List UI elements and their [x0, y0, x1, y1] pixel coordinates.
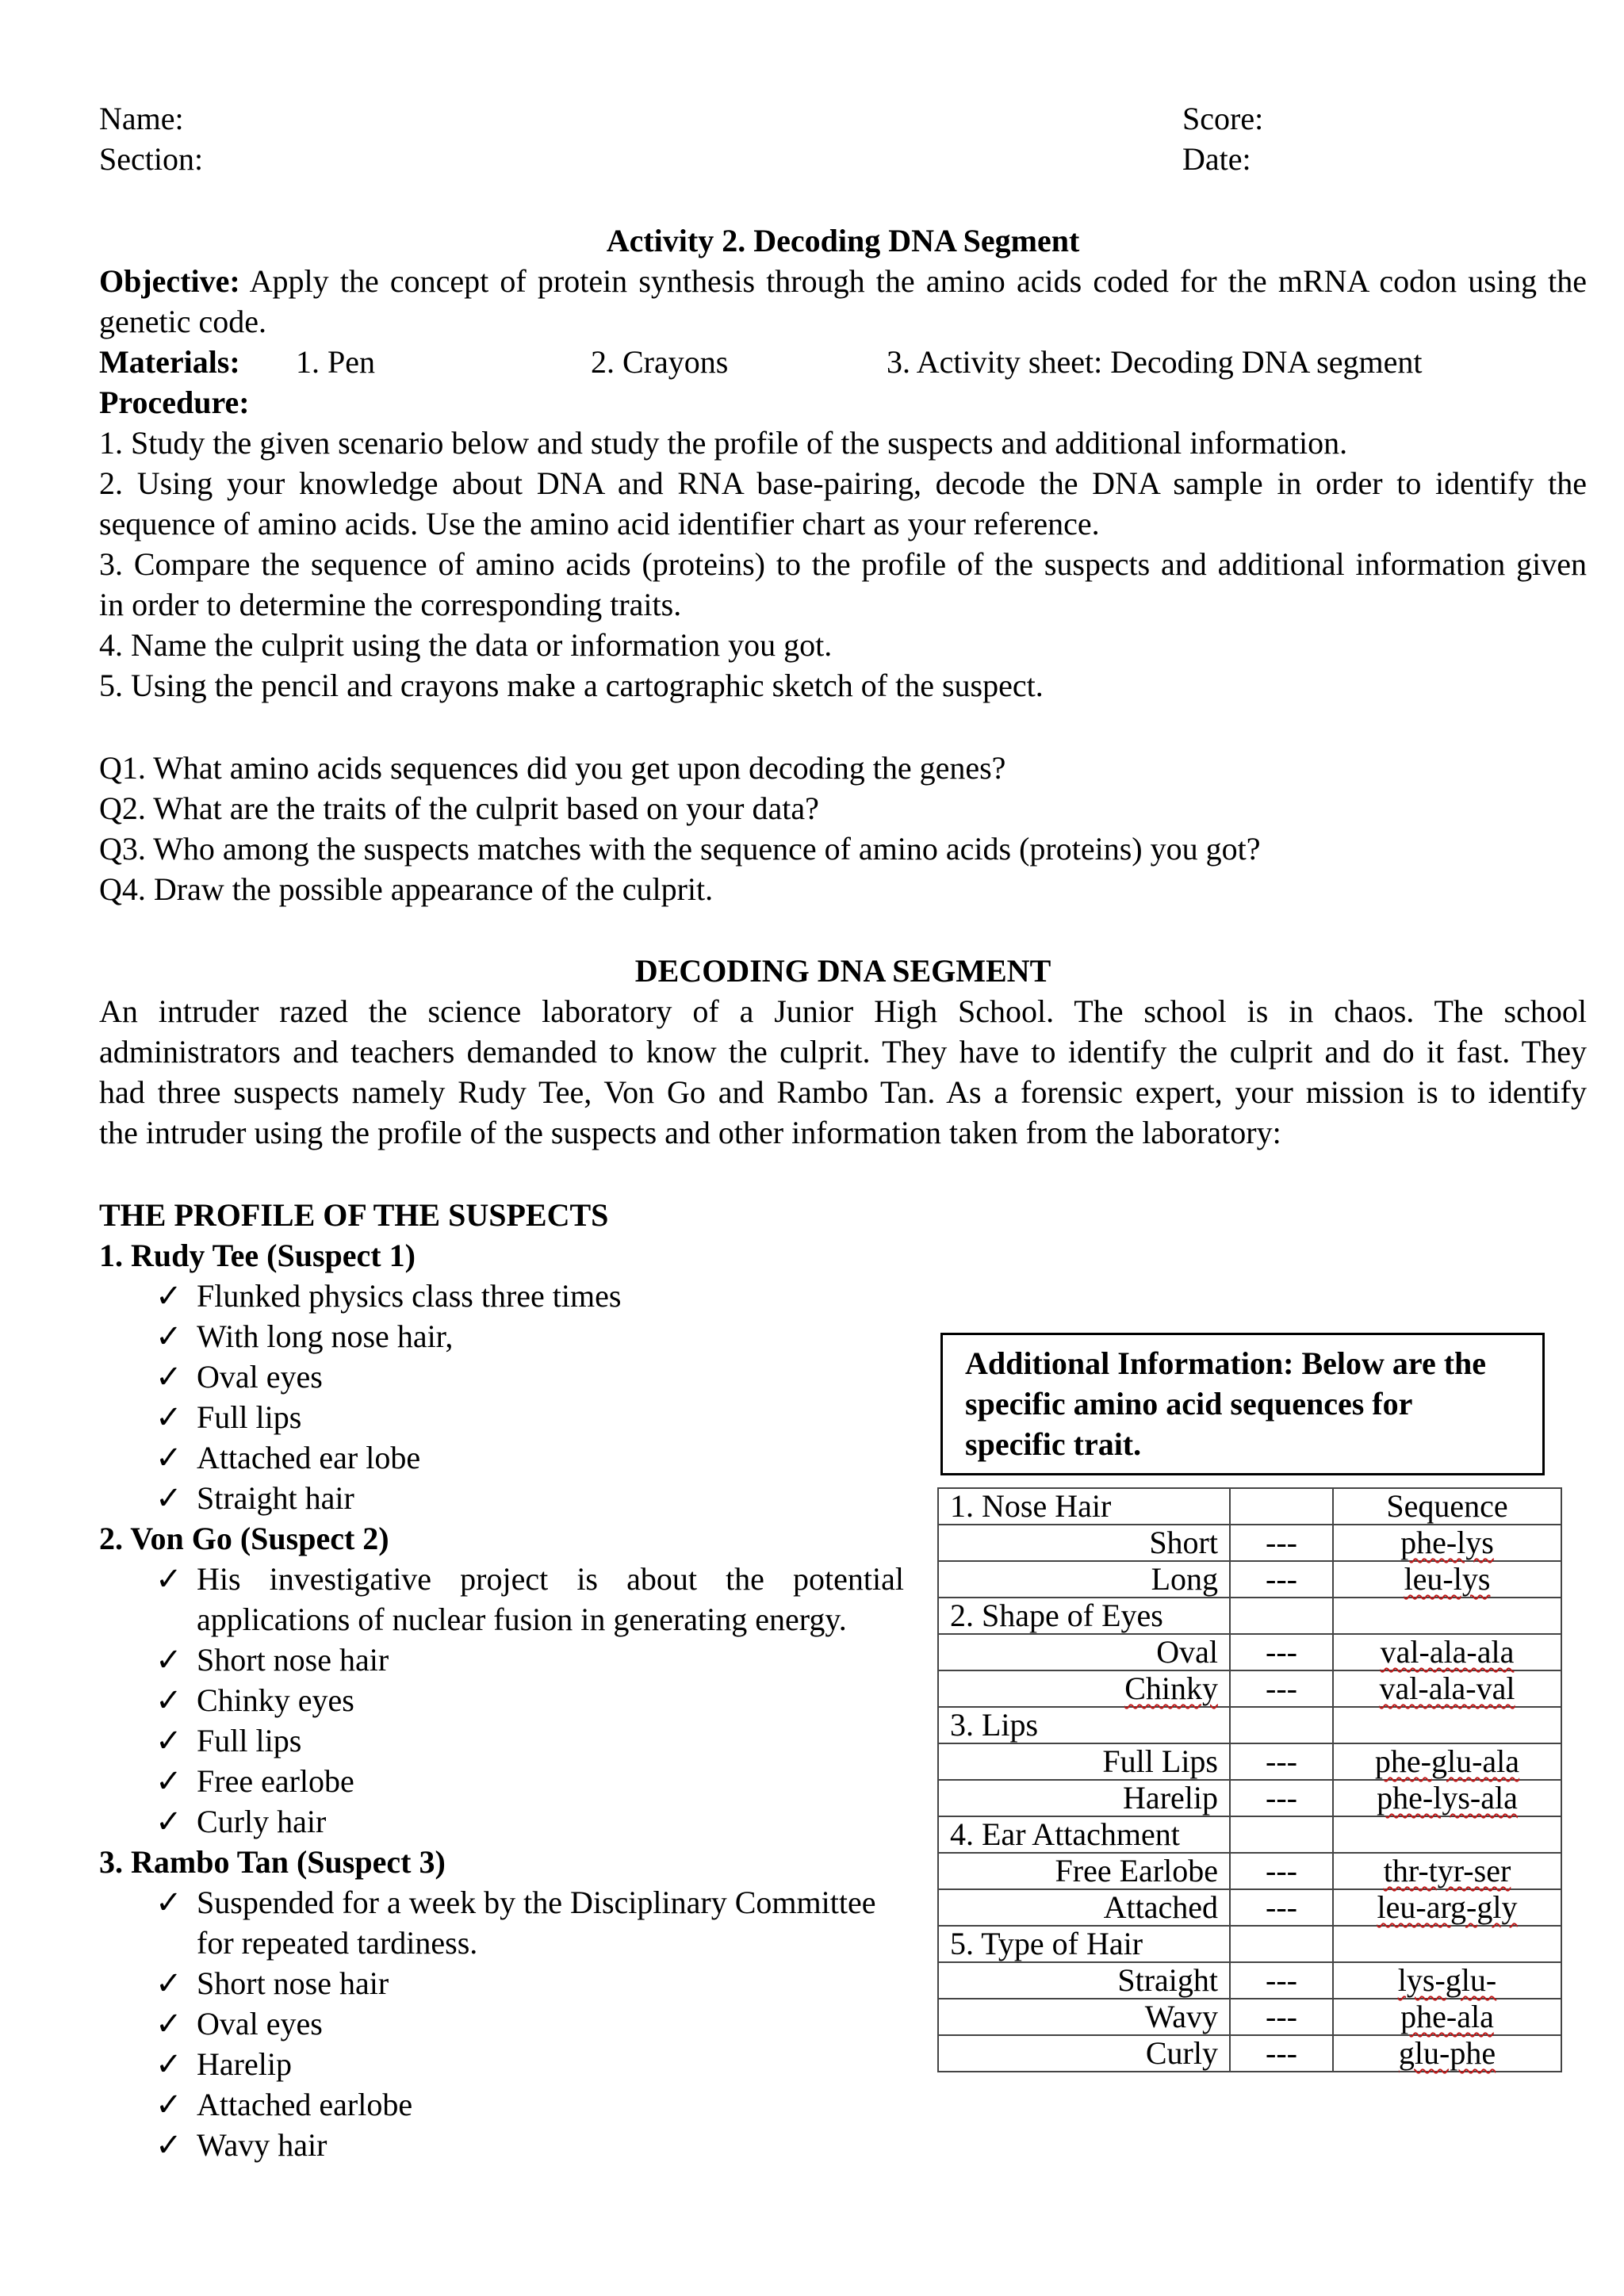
sequence-cell [1333, 1926, 1561, 1962]
check-icon: ✓ [155, 1885, 182, 1920]
additional-info-line: Additional Information: Below are the [965, 1345, 1487, 1381]
material-item: 3. Activity sheet: Decoding DNA segment [887, 344, 1423, 380]
trait-sequence-table [937, 1487, 1562, 2072]
check-icon: ✓ [155, 1723, 182, 1758]
materials-label: Materials: [99, 344, 240, 380]
table-row [938, 1488, 1561, 1525]
dash-cell: --- [1230, 1561, 1333, 1598]
trait-variant: Short [938, 1525, 1230, 1561]
dash-cell: --- [1230, 1853, 1333, 1889]
sequence-cell: phe-glu-ala [1333, 1743, 1561, 1780]
dash-cell: --- [1230, 1999, 1333, 2035]
trait-variant: Oval [938, 1634, 1230, 1670]
sequence-cell: leu-arg-gly [1333, 1889, 1561, 1926]
sequence-cell: phe-ala [1333, 1999, 1561, 2035]
procedure-label: Procedure: [99, 385, 250, 420]
sequence-cell: thr-tyr-ser [1333, 1853, 1561, 1889]
dash-cell [1230, 1816, 1333, 1853]
check-icon: ✓ [155, 1440, 182, 1475]
trait-category: 5. Type of Hair [938, 1926, 1230, 1962]
check-icon: ✓ [155, 1359, 182, 1395]
material-item: 1. Pen [296, 344, 375, 380]
additional-info-line: specific amino acid sequences for [965, 1386, 1413, 1422]
procedure-line: 1. Study the given scenario below and study the profile of the suspects and additional information. [99, 425, 1348, 461]
trait-variant: Straight [938, 1962, 1230, 1999]
question: Q2. What are the traits of the culprit based on your data? [99, 790, 819, 826]
suspect-trait-continuation: applications of nuclear fusion in generating energy. [197, 1601, 847, 1637]
profiles-title: THE PROFILE OF THE SUSPECTS [99, 1197, 609, 1233]
table-row [938, 1889, 1561, 1926]
trait-variant: Curly [938, 2035, 1230, 2072]
check-icon: ✓ [155, 1642, 182, 1678]
objective-line-1 [99, 261, 1587, 301]
dash-cell: --- [1230, 1889, 1333, 1926]
dash-cell: --- [1230, 1962, 1333, 1999]
dash-cell [1230, 1488, 1333, 1525]
table-row [938, 2035, 1561, 2072]
suspect-heading: 2. Von Go (Suspect 2) [99, 1521, 389, 1556]
trait-variant: Attached [938, 1889, 1230, 1926]
dash-cell: --- [1230, 1780, 1333, 1816]
objective-label: Objective: [99, 263, 240, 299]
sequence-cell: glu-phe [1333, 2035, 1561, 2072]
trait-category: 3. Lips [938, 1707, 1230, 1743]
dash-cell: --- [1230, 1670, 1333, 1707]
trait-variant: Free Earlobe [938, 1853, 1230, 1889]
date-label: Date: [1182, 141, 1251, 177]
dash-cell: --- [1230, 1634, 1333, 1670]
check-icon: ✓ [155, 2046, 182, 2082]
table-row [938, 1634, 1561, 1670]
check-icon: ✓ [155, 1278, 182, 1314]
activity-title: Activity 2. Decoding DNA Segment [606, 223, 1080, 258]
name-label: Name: [99, 101, 184, 136]
table-row [938, 1816, 1561, 1853]
procedure-line: 3. Compare the sequence of amino acids (proteins) to the profile of the suspects and additional information given [99, 546, 1587, 582]
sequence-cell [1333, 1816, 1561, 1853]
table-row [938, 1780, 1561, 1816]
objective-line-2: genetic code. [99, 304, 266, 339]
trait-variant: Chinky [938, 1670, 1230, 1707]
check-icon: ✓ [155, 1965, 182, 2001]
scenario-line: had three suspects namely Rudy Tee, Von Go and Rambo Tan. As a forensic expert, your mission is to identify [99, 1074, 1587, 1110]
scenario-line: An intruder razed the science laboratory of a Junior High School. The school is in chaos. The school [99, 993, 1587, 1029]
dash-cell: --- [1230, 2035, 1333, 2072]
suspect-heading: 3. Rambo Tan (Suspect 3) [99, 1844, 446, 1880]
table-row [938, 1743, 1561, 1780]
sequence-cell: val-ala-val [1333, 1670, 1561, 1707]
table-row [938, 1926, 1561, 1962]
additional-info-box [940, 1333, 1545, 1475]
procedure-line: 4. Name the culprit using the data or information you got. [99, 627, 833, 663]
table-row [938, 1561, 1561, 1598]
question: Q3. Who among the suspects matches with the sequence of amino acids (proteins) you got? [99, 831, 1261, 867]
sequence-cell [1333, 1707, 1561, 1743]
check-icon: ✓ [155, 1561, 182, 1597]
scenario-title: DECODING DNA SEGMENT [634, 953, 1051, 989]
dash-cell [1230, 1926, 1333, 1962]
check-icon: ✓ [155, 1480, 182, 1516]
table-row [938, 1962, 1561, 1999]
check-icon: ✓ [155, 2006, 182, 2042]
sequence-cell: lys-glu- [1333, 1962, 1561, 1999]
check-icon: ✓ [155, 2127, 182, 2163]
trait-category: 2. Shape of Eyes [938, 1598, 1230, 1634]
material-item: 2. Crayons [591, 344, 729, 380]
trait-category: 1. Nose Hair [938, 1488, 1230, 1525]
suspect-trait-continuation: for repeated tardiness. [197, 1925, 478, 1961]
dash-cell: --- [1230, 1525, 1333, 1561]
table-row [938, 1598, 1561, 1634]
sequence-cell: phe-lys [1333, 1525, 1561, 1561]
table-row [938, 1707, 1561, 1743]
scenario-line: the intruder using the profile of the suspects and other information taken from the laboratory: [99, 1115, 1281, 1150]
sequence-cell: val-ala-ala [1333, 1634, 1561, 1670]
trait-variant: Full Lips [938, 1743, 1230, 1780]
sequence-cell [1333, 1598, 1561, 1634]
procedure-line: 2. Using your knowledge about DNA and RNA base-pairing, decode the DNA sample in order to identify the [99, 465, 1587, 501]
table-row [938, 1999, 1561, 2035]
additional-info-line: specific trait. [965, 1426, 1142, 1462]
check-icon: ✓ [155, 1399, 182, 1435]
dash-cell [1230, 1707, 1333, 1743]
procedure-line: in order to determine the corresponding traits. [99, 587, 682, 622]
trait-variant: Wavy [938, 1999, 1230, 2035]
table-row [938, 1525, 1561, 1561]
objective-text: Apply the concept of protein synthesis through the amino acids coded for the mRNA codon using the [239, 263, 1587, 299]
question: Q4. Draw the possible appearance of the culprit. [99, 871, 714, 907]
procedure-line: sequence of amino acids. Use the amino acid identifier chart as your reference. [99, 506, 1100, 541]
question: Q1. What amino acids sequences did you get upon decoding the genes? [99, 750, 1006, 786]
trait-variant: Harelip [938, 1780, 1230, 1816]
table-row [938, 1853, 1561, 1889]
suspect-heading: 1. Rudy Tee (Suspect 1) [99, 1238, 416, 1273]
score-label: Score: [1182, 101, 1264, 136]
procedure-line: 5. Using the pencil and crayons make a cartographic sketch of the suspect. [99, 668, 1044, 703]
check-icon: ✓ [155, 1318, 182, 1354]
sequence-cell: phe-lys-ala [1333, 1780, 1561, 1816]
check-icon: ✓ [155, 1763, 182, 1799]
check-icon: ✓ [155, 2087, 182, 2122]
worksheet-page: Name: Section: Score: Date: Activity 2. Decoding DNA Segment Objective: Apply the concept of protein synthesis through the amino acids coded for the mRNA codon using the genetic code. Materials: 1. Pen 2. Crayons 3. Activity sheet: Decoding DNA segment Procedure: 1. Study the given scenario below and study the profile of the suspects and additional information. 2. Using your knowledge about DNA and RNA base-pairing, decode the DNA sample in order to identify the sequence of amino acids. Use the amino acid identifier chart as your reference. 3. Compare the sequence of amino acids (proteins) to the profile of the suspects and additional information given in order to determine the corresponding traits. 4. Name the culprit using the data or information you got. 5. Using the pencil and crayons make a cartographic sketch of the suspect. Q1. What amino acids sequences did you get upon decoding the genes? Q2. What are the traits of the culprit based on your data? Q3. Who among the suspects matches with the sequence of amino acids (proteins) you got? Q4. Draw the possible appearance of the culprit. DECODING DNA SEGMENT An intruder razed the science laboratory of a Junior High School. The school is in chaos. The school administrators and teachers demanded to know the culprit. They have to identify the culprit and do it fast. They had three suspects namely Rudy Tee, Von Go and Rambo Tan. As a forensic expert, your mission is to identify the intruder using the profile of the suspects and other information taken from the laboratory: THE PROFILE OF THE SUSPECTS 1. Rudy Tee (Suspect 1) ✓ Flunked physics class three times ✓ With long nose hair, ✓ Oval eyes ✓ Full lips ✓ Attached ear lobe ✓ Straight hair 2. Von Go (Suspect 2) ✓ His investigative project is about the potential applications of nuclear fusion in generating energy. ✓ Short nose hair ✓ Chinky eyes ✓ Full lips ✓ Free earlobe ✓ Curly hair 3. Rambo Tan (Suspect 3) ✓ Suspended for a week by the Disciplinary Committee for repeated tardiness. ✓ Short nose hair ✓ Oval eyes ✓ Harelip ✓ Attached earlobe ✓ Wavy hair Additional Information: Below are the specific amino acid sequences for specific trait. 1. Nose Hair Sequence Short --- phe-lys Long --- leu-lys 2. Shape of Eyes Oval --- val-ala-ala Chinky --- val-ala-val 3. Lips Full Lips --- phe-glu-ala Harelip --- phe-lys-ala 4. Ear Attachment Free Earlobe --- thr-tyr-ser Attached --- leu-arg-gly 5. Type of Hair Straight --- lys-glu- Wavy --- phe-ala Curly --- glu-phe [0, 0, 1624, 2296]
dash-cell [1230, 1598, 1333, 1634]
sequence-header: Sequence [1333, 1488, 1561, 1525]
section-label: Section: [99, 141, 204, 177]
check-icon: ✓ [155, 1682, 182, 1718]
sequence-cell: leu-lys [1333, 1561, 1561, 1598]
check-icon: ✓ [155, 1804, 182, 1839]
scenario-line: administrators and teachers demanded to know the culprit. They have to identify the culprit and do it fast. They [99, 1034, 1587, 1070]
trait-variant: Long [938, 1561, 1230, 1598]
trait-category: 4. Ear Attachment [938, 1816, 1230, 1853]
dash-cell: --- [1230, 1743, 1333, 1780]
table-row [938, 1670, 1561, 1707]
